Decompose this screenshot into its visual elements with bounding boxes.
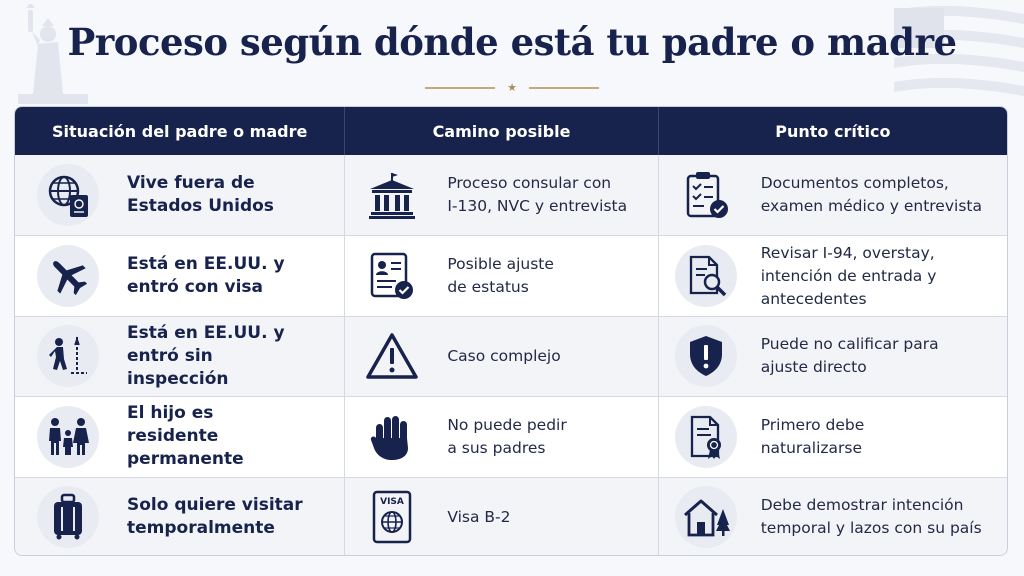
- path-cell: [345, 317, 658, 396]
- visa-label: VISA: [380, 497, 405, 508]
- situation-cell: [15, 317, 345, 396]
- critical-text: [761, 494, 986, 540]
- process-table: [14, 106, 1008, 556]
- path-line: Proceso consular con: [447, 174, 612, 193]
- path-text: [447, 506, 647, 529]
- situation-line: Estados Unidos: [127, 196, 274, 217]
- critical-line: Documentos completos,: [760, 174, 949, 193]
- government-building-icon: [361, 164, 423, 226]
- critical-line: Debe demostrar intención: [760, 496, 964, 515]
- situation-text: [127, 253, 307, 299]
- path-line: a sus padres: [447, 438, 546, 457]
- stop-hand-icon: [361, 406, 423, 468]
- situation-line: permanente: [127, 449, 244, 470]
- header-situation: Situación del padre o madre: [15, 107, 345, 155]
- situation-cell: [15, 478, 345, 556]
- suitcase-icon: [37, 486, 99, 548]
- situation-text: [127, 322, 307, 391]
- path-cell: [345, 236, 658, 315]
- critical-text: [761, 414, 986, 460]
- id-document-check-icon: [361, 245, 423, 307]
- critical-line: Revisar I-94, overstay,: [760, 243, 935, 262]
- path-cell: [345, 397, 658, 476]
- situation-cell: [15, 155, 345, 235]
- situation-line: temporalmente: [127, 518, 275, 539]
- situation-line: El hijo es residente: [127, 403, 219, 447]
- situation-cell: [15, 236, 345, 315]
- warning-triangle-icon: [361, 325, 423, 387]
- situation-line: Está en EE.UU. y: [127, 322, 285, 343]
- critical-text: [761, 172, 986, 218]
- critical-line: naturalizarse: [760, 438, 863, 457]
- critical-line: Primero debe: [760, 415, 865, 434]
- critical-cell: [659, 478, 1007, 556]
- critical-cell: [659, 155, 1007, 235]
- visa-passport-icon: [361, 486, 423, 548]
- situation-cell: [15, 397, 345, 476]
- certificate-icon: [675, 406, 737, 468]
- table-row: [15, 316, 1007, 396]
- path-cell: [345, 478, 658, 556]
- path-text: [447, 253, 647, 299]
- situation-line: entró sin inspección: [127, 345, 229, 389]
- document-search-icon: [675, 245, 737, 307]
- situation-text: [127, 494, 307, 540]
- path-text: [447, 414, 647, 460]
- path-line: de estatus: [447, 278, 529, 297]
- critical-line: Puede no calificar para: [760, 335, 939, 354]
- situation-line: Está en EE.UU. y: [127, 254, 285, 275]
- path-text: [447, 345, 647, 368]
- table-body: [15, 155, 1007, 556]
- path-line: Posible ajuste: [447, 255, 554, 274]
- critical-line: temporal y lazos con su país: [760, 519, 982, 538]
- header-critical: Punto crítico: [775, 121, 891, 141]
- critical-line: antecedentes: [760, 289, 867, 308]
- home-tree-icon: [675, 486, 737, 548]
- situation-text: [127, 402, 307, 471]
- critical-line: examen médico y entrevista: [760, 197, 982, 216]
- path-text: [447, 172, 647, 218]
- star-icon: ★: [507, 81, 517, 94]
- path-line: Caso complejo: [447, 346, 561, 365]
- path-cell: [345, 155, 658, 235]
- table-row: [15, 235, 1007, 315]
- path-line: I-130, NVC y entrevista: [447, 197, 628, 216]
- situation-line: Solo quiere visitar: [127, 495, 303, 516]
- critical-text: [761, 333, 986, 379]
- situation-text: [127, 172, 307, 218]
- critical-cell: [659, 397, 1007, 476]
- family-icon: [37, 406, 99, 468]
- situation-line: Vive fuera de: [127, 173, 255, 194]
- critical-text: [761, 242, 986, 311]
- critical-cell: [659, 317, 1007, 396]
- situation-line: entró con visa: [127, 277, 264, 298]
- globe-passport-icon: [37, 164, 99, 226]
- page-title: Proceso según dónde está tu padre o madre: [67, 20, 957, 64]
- critical-line: ajuste directo: [760, 358, 867, 377]
- table-row: [15, 477, 1007, 556]
- shield-alert-icon: [675, 325, 737, 387]
- title-divider: [0, 82, 1024, 93]
- walking-border-icon: [37, 325, 99, 387]
- critical-cell: [659, 236, 1007, 315]
- airplane-icon: [37, 245, 99, 307]
- critical-line: intención de entrada y: [760, 266, 937, 285]
- table-row: [15, 396, 1007, 476]
- path-line: No puede pedir: [447, 415, 567, 434]
- checklist-clipboard-icon: [675, 164, 737, 226]
- table-header: [15, 107, 1007, 155]
- header-path: Camino posible: [345, 107, 658, 155]
- path-line: Visa B-2: [447, 507, 511, 526]
- table-row: [15, 155, 1007, 235]
